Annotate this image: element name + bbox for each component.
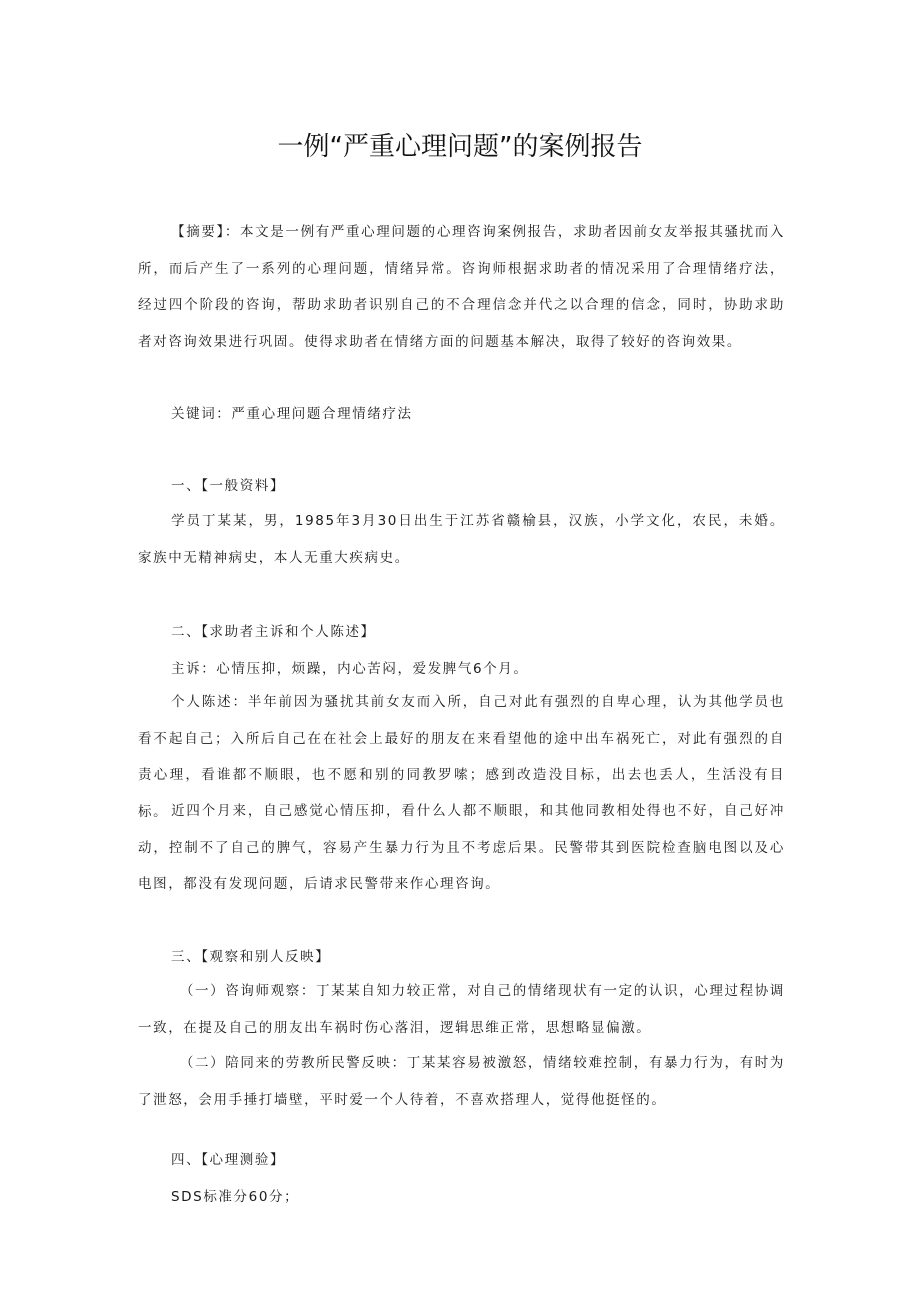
general-info-paragraph: 学员丁某某，男，1985年3月30日出生于江苏省赣榆县，汉族，小学文化，农民，未婚。家族中无精神病史，本人无重大疾病史。 bbox=[138, 513, 785, 566]
counselor-observation-paragraph: （一）咨询师观察：丁某某自知力较正常，对自己的情绪现状有一定的认识，心理过程协调一致，在提及自己的朋友出车祸时伤心落泪，逻辑思维正常，思想略显偏激。 bbox=[138, 983, 785, 1036]
section-heading-general: 一、【一般资料】 bbox=[171, 478, 286, 494]
recent-situation-block bbox=[138, 793, 785, 903]
section-heading-observation: 三、【观察和别人反映】 bbox=[171, 949, 331, 965]
personal-statement-paragraph: 个人陈述：半年前因为骚扰其前女友而入所，自己对此有强烈的自卑心理，认为其他学员也看不起自己；入所后自己在在社会上最好的朋友在来看望他的途中出车祸死亡，对此有强烈的自责心理，看谁都不顺眼，也不愿和别的同教罗嗦；感到改造没目标，出去也丢人，生活没有目标。 bbox=[138, 694, 785, 820]
abstract-paragraph: 【摘要】：本文是一例有严重心理问题的心理咨询案例报告，求助者因前女友举报其骚扰而入所，而后产生了一系列的心理问题，情绪异常。咨询师根据求助者的情况采用了合理情绪疗法，经过四个阶段的咨询，帮助求助者识别自己的不合理信念并代之以合理的信念，同时，协助求助者对咨询效果进行巩固。使得求助者在情绪方面的问题基本解决，取得了较好的咨询效果。 bbox=[138, 224, 785, 350]
recent-situation-paragraph: 近四个月来，自己感觉心情压抑，看什么人都不顺眼，和其他同教相处得也不好，自己好冲动，控制不了自己的脾气，容易产生暴力行为且不考虑后果。民警带其到医院检查脑电图以及心电图，都没有发现问题，后请求民警带来作心理咨询。 bbox=[138, 803, 785, 892]
police-report-block bbox=[138, 1045, 785, 1118]
abstract-block bbox=[138, 214, 785, 360]
chief-complaint-line: 主诉：心情压抑，烦躁，内心苦闷，爱发脾气6个月。 bbox=[171, 661, 529, 677]
general-info-block bbox=[138, 503, 785, 576]
sds-score-line: SDS标准分60分； bbox=[171, 1189, 300, 1205]
counselor-observation-block bbox=[138, 973, 785, 1046]
keywords-line: 关键词：严重心理问题合理情绪疗法 bbox=[171, 406, 413, 422]
section-heading-complaint: 二、【求助者主诉和个人陈述】 bbox=[171, 624, 376, 640]
document-title: 一例“严重心理问题”的案例报告 bbox=[277, 132, 643, 162]
section-heading-test: 四、【心理测验】 bbox=[171, 1152, 286, 1168]
police-report-paragraph: （二）陪同来的劳教所民警反映：丁某某容易被激怒，情绪较难控制，有暴力行为，有时为了泄怒，会用手捶打墙壁，平时爱一个人待着，不喜欢搭理人，觉得他挺怪的。 bbox=[138, 1055, 785, 1108]
